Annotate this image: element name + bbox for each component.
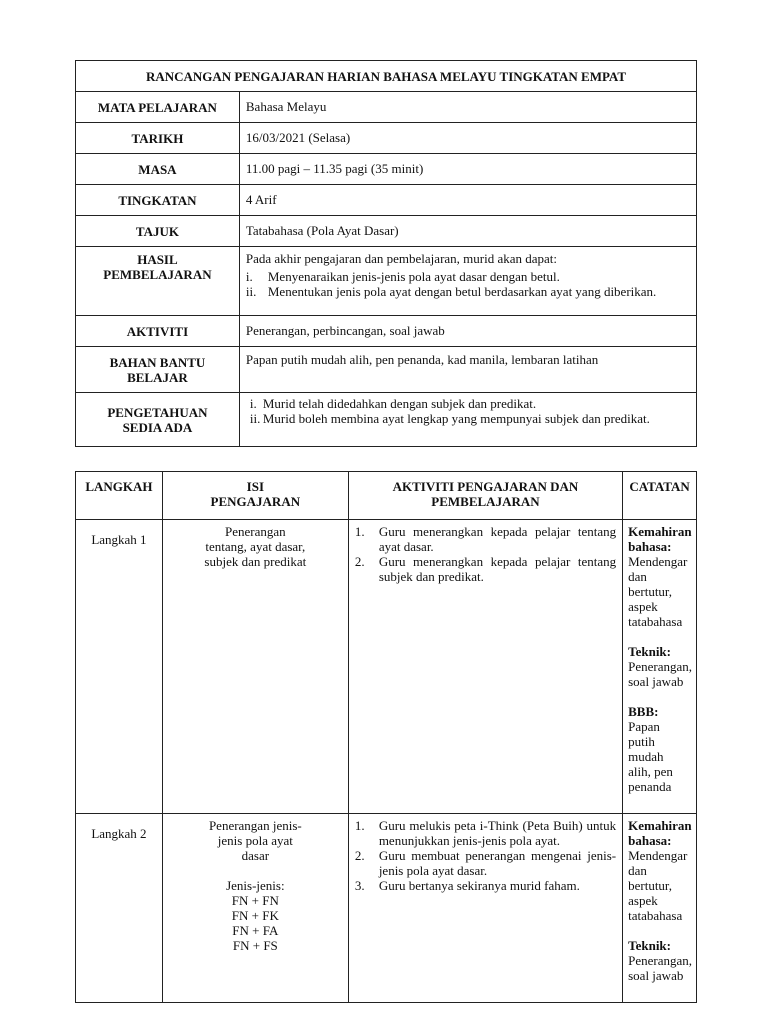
item-text: Murid telah didedahkan dengan subjek dan predikat. bbox=[262, 396, 537, 411]
item-text: Murid boleh membina ayat lengkap yang mempunyai subjek dan predikat. bbox=[262, 411, 650, 426]
header-step: LANGKAH bbox=[76, 472, 163, 520]
topic-label: TAJUK bbox=[76, 216, 240, 247]
step-label: Langkah 1 bbox=[76, 520, 163, 814]
subject-label: MATA PELAJARAN bbox=[76, 92, 240, 123]
lesson-info-table bbox=[75, 60, 697, 447]
content-line: jenis pola ayat bbox=[217, 833, 293, 848]
date-label: TARIKH bbox=[76, 123, 240, 154]
content-line: Penerangan jenis- bbox=[208, 818, 302, 833]
item-number: 3. bbox=[354, 878, 365, 893]
prior-knowledge-item bbox=[246, 396, 691, 411]
prior-knowledge-item bbox=[246, 411, 691, 426]
item-number: 1. bbox=[354, 818, 365, 833]
item-number: ii. bbox=[249, 411, 261, 426]
pattern-item: FN + FA bbox=[232, 923, 279, 938]
notes-line: aspek bbox=[628, 599, 658, 614]
notes-heading: bahasa: bbox=[628, 833, 672, 848]
notes-line: penanda bbox=[628, 779, 672, 794]
notes-line: Penerangan, bbox=[628, 659, 692, 674]
notes-line: Papan bbox=[628, 719, 660, 734]
topic-value: Tatabahasa (Pola Ayat Dasar) bbox=[239, 216, 696, 247]
content-line: subjek dan predikat bbox=[204, 554, 307, 569]
form-value: 4 Arif bbox=[239, 185, 696, 216]
header-notes: CATATAN bbox=[623, 472, 697, 520]
teaching-aids-label bbox=[76, 347, 240, 393]
learning-outcome-value bbox=[239, 247, 696, 316]
notes-line: soal jawab bbox=[628, 674, 684, 689]
patterns-title: Jenis-jenis: bbox=[226, 878, 285, 893]
learning-outcome-label-line1: HASIL bbox=[137, 252, 178, 267]
notes-line: Mendengar bbox=[628, 848, 688, 863]
item-number: 1. bbox=[354, 524, 365, 539]
teaching-aids-value: Papan putih mudah alih, pen penanda, kad manila, lembaran latihan bbox=[239, 347, 696, 393]
learning-outcome-label-line2: PEMBELAJARAN bbox=[103, 267, 212, 282]
activity-item bbox=[355, 818, 616, 848]
header-activity-line2: PEMBELAJARAN bbox=[431, 494, 540, 509]
teaching-aids-label-line2: BELAJAR bbox=[127, 369, 188, 385]
activity-item bbox=[355, 848, 616, 878]
table-row bbox=[76, 814, 697, 1003]
item-text: Guru membuat penerangan mengenai jenis-jenis pola ayat dasar. bbox=[378, 848, 617, 878]
prior-knowledge-label-line2: SEDIA ADA bbox=[122, 419, 193, 435]
notes-line: dan bertutur, bbox=[628, 569, 672, 599]
item-number: 2. bbox=[354, 848, 365, 863]
learning-outcome-intro: Pada akhir pengajaran dan pembelajaran, murid akan dapat: bbox=[245, 251, 558, 266]
header-activity-line1: AKTIVITI PENGAJARAN DAN bbox=[392, 479, 579, 494]
item-text: Menyenaraikan jenis-jenis pola ayat dasar dengan betul. bbox=[267, 269, 560, 284]
plan-title: RANCANGAN PENGAJARAN HARIAN BAHASA MELAYU TINGKATAN EMPAT bbox=[76, 61, 697, 92]
notes-line: tatabahasa bbox=[628, 908, 683, 923]
activity-value: Penerangan, perbincangan, soal jawab bbox=[239, 316, 696, 347]
notes-line: alih, pen bbox=[628, 764, 673, 779]
pattern-item: FN + FK bbox=[231, 908, 279, 923]
notes-heading: BBB: bbox=[628, 704, 659, 719]
learning-outcome-label bbox=[76, 247, 240, 316]
item-number: ii. bbox=[245, 284, 257, 299]
activity-item bbox=[355, 554, 616, 584]
notes-line: tatabahasa bbox=[628, 614, 683, 629]
notes-line: aspek bbox=[628, 893, 658, 908]
content-line: dasar bbox=[241, 848, 270, 863]
notes-heading: Teknik: bbox=[628, 938, 671, 953]
notes-line: putih mudah bbox=[628, 734, 664, 764]
activity-cell bbox=[348, 814, 622, 1003]
notes-cell bbox=[623, 814, 697, 1003]
item-text: Guru menerangkan kepada pelajar tentang ayat dasar. bbox=[378, 524, 617, 554]
item-number: 2. bbox=[354, 554, 365, 569]
subject-value: Bahasa Melayu bbox=[239, 92, 696, 123]
header-activity bbox=[348, 472, 622, 520]
activity-cell bbox=[348, 520, 622, 814]
prior-knowledge-value bbox=[239, 393, 696, 447]
notes-block bbox=[628, 818, 692, 923]
notes-block bbox=[628, 644, 692, 689]
time-value: 11.00 pagi – 11.35 pagi (35 minit) bbox=[239, 154, 696, 185]
item-text: Guru melukis peta i-Think (Peta Buih) untuk menunjukkan jenis-jenis pola ayat. bbox=[378, 818, 617, 848]
teaching-aids-label-line1: BAHAN BANTU bbox=[109, 354, 206, 370]
activity-item bbox=[355, 878, 616, 893]
item-text: Guru bertanya sekiranya murid faham. bbox=[378, 878, 580, 893]
form-label: TINGKATAN bbox=[76, 185, 240, 216]
item-text: Menentukan jenis pola ayat dengan betul berdasarkan ayat yang diberikan. bbox=[267, 284, 657, 299]
notes-cell bbox=[623, 520, 697, 814]
activity-label: AKTIVITI bbox=[76, 316, 240, 347]
time-label: MASA bbox=[76, 154, 240, 185]
table-row bbox=[76, 520, 697, 814]
item-text: Guru menerangkan kepada pelajar tentang subjek dan predikat. bbox=[378, 554, 617, 584]
pattern-item: FN + FS bbox=[232, 938, 278, 953]
notes-line: dan bertutur, bbox=[628, 863, 672, 893]
notes-heading: Teknik: bbox=[628, 644, 671, 659]
notes-heading: bahasa: bbox=[628, 539, 672, 554]
notes-line: Mendengar bbox=[628, 554, 688, 569]
learning-outcome-item bbox=[246, 284, 691, 299]
notes-block bbox=[628, 704, 692, 794]
notes-heading: Kemahiran bbox=[628, 524, 692, 539]
content-cell bbox=[162, 814, 348, 1003]
date-value: 16/03/2021 (Selasa) bbox=[239, 123, 696, 154]
notes-block bbox=[628, 938, 692, 983]
learning-outcome-item bbox=[246, 269, 691, 284]
notes-line: Penerangan, bbox=[628, 953, 692, 968]
item-number: i. bbox=[245, 269, 253, 284]
header-content-line2: PENGAJARAN bbox=[210, 494, 301, 509]
header-content bbox=[162, 472, 348, 520]
step-label: Langkah 2 bbox=[76, 814, 163, 1003]
content-line: tentang, ayat dasar, bbox=[205, 539, 306, 554]
lesson-steps-table bbox=[75, 471, 697, 1003]
prior-knowledge-label-line1: PENGETAHUAN bbox=[107, 404, 208, 420]
content-cell bbox=[162, 520, 348, 814]
activity-item bbox=[355, 524, 616, 554]
content-line: Penerangan bbox=[225, 524, 286, 539]
header-content-line1: ISI bbox=[246, 479, 265, 494]
notes-line: soal jawab bbox=[628, 968, 684, 983]
notes-block bbox=[628, 524, 692, 629]
prior-knowledge-label bbox=[76, 393, 240, 447]
item-number: i. bbox=[249, 396, 257, 411]
notes-heading: Kemahiran bbox=[628, 818, 692, 833]
pattern-item: FN + FN bbox=[231, 893, 279, 908]
